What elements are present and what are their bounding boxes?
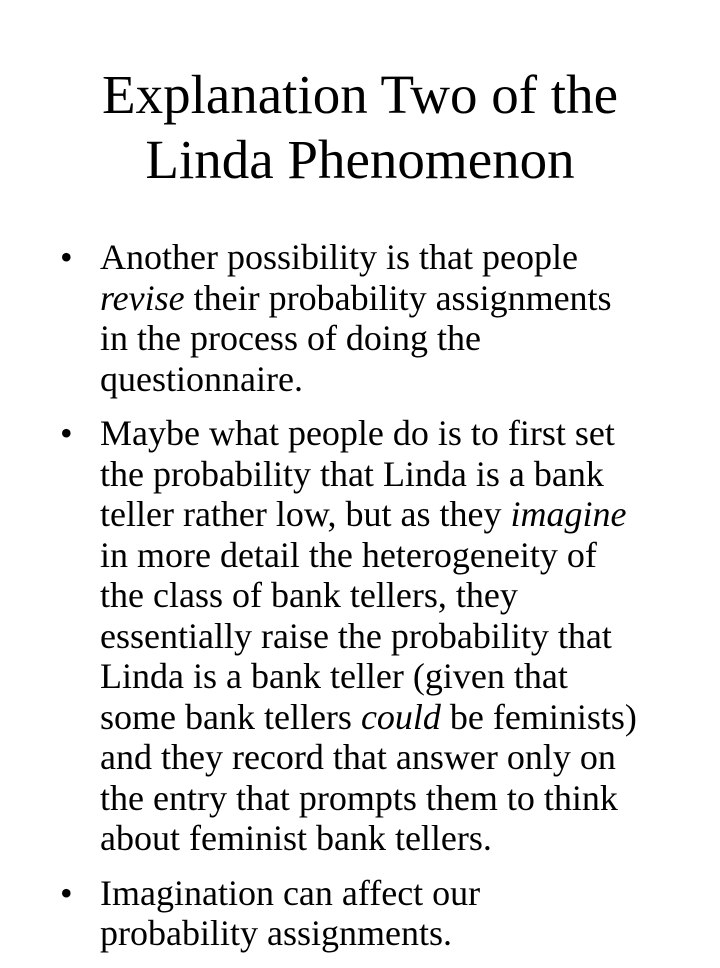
- text-run: questionnaire.: [100, 358, 303, 399]
- text-run: Imagination can affect our: [100, 872, 481, 913]
- bullet-item: [60, 873, 690, 954]
- bullet-dot-icon: •: [60, 237, 73, 277]
- bullet-list: [60, 237, 690, 968]
- text-run: essentially raise the probability that: [100, 615, 612, 656]
- bullet-item: [60, 237, 690, 399]
- slide-title: [40, 62, 680, 192]
- text-line: [100, 237, 690, 278]
- emphasis-text: could: [360, 696, 441, 737]
- text-run: Linda is a bank teller (given that: [100, 656, 568, 696]
- emphasis-text: revise: [100, 277, 185, 318]
- text-run: in the process of doing the: [100, 318, 481, 358]
- title-line: Linda Phenomenon: [145, 129, 575, 190]
- bullet-text: [100, 237, 690, 399]
- text-line: [100, 616, 690, 657]
- text-run: their probability assignments: [184, 277, 612, 318]
- text-line: [100, 697, 690, 738]
- emphasis-text: imagine: [510, 494, 627, 534]
- text-run: the entry that prompts them to think: [100, 777, 618, 818]
- text-line: [100, 359, 690, 400]
- text-line: [100, 413, 690, 454]
- text-line: [100, 737, 690, 778]
- text-line: [100, 656, 690, 697]
- bullet-item: [60, 413, 690, 859]
- bullet-dot-icon: •: [60, 872, 73, 913]
- text-run: the probability that Linda is a bank: [100, 453, 604, 494]
- text-run: Another possibility is that people: [100, 237, 578, 277]
- text-run: probability assignments.: [100, 913, 452, 953]
- title-line: Explanation Two of the: [101, 64, 618, 125]
- bullet-text: [100, 413, 690, 859]
- text-line: [100, 913, 690, 954]
- text-run: some bank tellers: [100, 696, 361, 737]
- text-line: [100, 575, 690, 616]
- text-line: [100, 778, 690, 819]
- text-line: [100, 818, 690, 859]
- text-line: [100, 318, 690, 359]
- text-run: Maybe what people do is to first set: [100, 413, 615, 453]
- text-run: about feminist bank tellers.: [100, 818, 492, 858]
- text-line: [100, 535, 690, 576]
- text-run: the class of bank tellers, they: [100, 575, 518, 615]
- text-line: [100, 454, 690, 495]
- bullet-text: [100, 873, 690, 954]
- text-run: be feminists): [440, 696, 637, 737]
- bullet-dot-icon: •: [60, 413, 73, 453]
- text-line: [100, 873, 690, 914]
- text-run: teller rather low, but as they: [100, 494, 511, 534]
- text-run: and they record that answer only on: [100, 737, 616, 777]
- text-line: [100, 494, 690, 535]
- text-line: [100, 278, 690, 319]
- text-run: in more detail the heterogeneity of: [100, 534, 597, 575]
